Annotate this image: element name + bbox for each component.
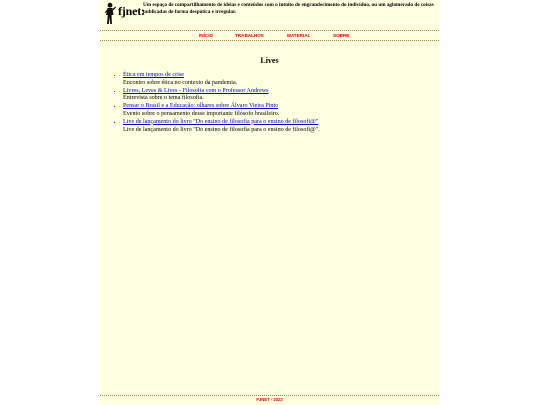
live-description: Live de lançamento do livro "Do ensino de filosofia para o ensino de filosofi@". bbox=[123, 126, 320, 133]
nav-link-sobre[interactable]: SOBRE bbox=[333, 33, 350, 38]
list-item bbox=[123, 103, 438, 119]
footer-divider bbox=[100, 395, 439, 396]
lives-list bbox=[114, 72, 438, 134]
live-link[interactable]: Live de lançamento do livro "Do ensino de filosofia para o ensino de filosofi@" bbox=[123, 118, 319, 125]
page-title: Lives bbox=[260, 56, 279, 65]
nav-link-trabalhos[interactable]: TRABALHOS bbox=[235, 33, 264, 38]
live-description: Evento sobre o pensamento desse importante filósofo brasileiro. bbox=[123, 110, 280, 117]
live-description: Entrevista sobre o tema filosofia. bbox=[123, 95, 204, 102]
logo-text: fjnet: bbox=[118, 4, 145, 18]
live-description: Encontro sobre ética no contexto da pandemia. bbox=[123, 79, 238, 86]
site-footer: FJNET - 2022 bbox=[256, 397, 283, 402]
page-container bbox=[100, 0, 439, 405]
main-navigation bbox=[100, 32, 439, 39]
site-tagline: Um espaço de compartilhamento de ideias e conteúdos com o intuito de engrandecimento do indivíduo, ou um aglomerado de coisas publicadas de forma despótica e irregular. bbox=[143, 2, 434, 15]
live-link[interactable]: Livres, Leves & Lives - Filosofia com o Professor Andrews bbox=[123, 87, 269, 94]
live-link[interactable]: Pensar o Brasil e a Educação: olhares sobre Álvaro Vieira Pinto bbox=[123, 103, 279, 110]
thinker-figure-icon bbox=[102, 2, 118, 26]
list-item bbox=[123, 119, 438, 135]
header-divider-top bbox=[100, 30, 439, 31]
nav-divider-bottom bbox=[100, 40, 439, 41]
nav-link-material[interactable]: MATERIAL bbox=[287, 33, 311, 38]
nav-link-inicio[interactable]: INÍCIO bbox=[199, 33, 214, 38]
site-header bbox=[100, 0, 439, 30]
list-item bbox=[123, 88, 438, 104]
live-link[interactable]: Ética em tempos de crise bbox=[123, 72, 184, 78]
site-logo[interactable] bbox=[102, 2, 145, 26]
list-item bbox=[123, 72, 438, 88]
